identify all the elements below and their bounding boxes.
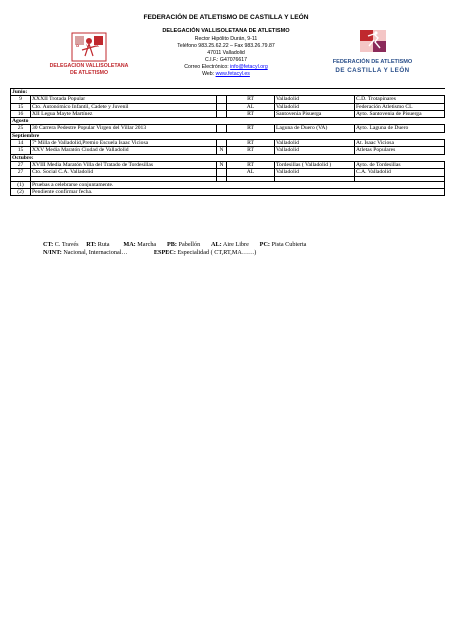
city-line: 47011 Valladolid: [207, 50, 245, 56]
event-day: 9: [11, 96, 31, 103]
delegation-title: DELEGACIÓN VALLISOLETANA DE ATLETISMO: [162, 28, 290, 34]
event-day: 14: [11, 140, 31, 147]
event-level: [217, 96, 227, 103]
delegation-logo-line1: DELEGACION VALLISOLETANA: [49, 63, 129, 69]
event-row: [11, 110, 445, 117]
delegation-logo-line2: DE ATLETISMO: [69, 70, 109, 76]
legend-ct-value: C. Través: [54, 241, 79, 248]
note-text: Pruebas a celebrarse conjuntamente.: [31, 181, 445, 188]
event-specialty: AL: [227, 169, 275, 176]
event-name: Cto. Autonómico Infantil, Cadete y Juvenil: [31, 103, 217, 110]
event-specialty: RT: [227, 140, 275, 147]
event-name: Cto. Social C.A. Valladolid: [31, 169, 217, 176]
event-day: 25: [11, 125, 31, 132]
event-day: 27: [11, 161, 31, 168]
event-specialty: RT: [227, 125, 275, 132]
legend-nint-value: Nacional, Internacional…: [63, 249, 128, 256]
event-row: [11, 161, 445, 168]
event-place: Valladolid: [275, 169, 355, 176]
event-level: N: [217, 147, 227, 154]
event-organizer: At. Isaac Viciosa: [355, 140, 445, 147]
legend-pc-value: Pista Cubierta: [271, 241, 307, 248]
calendar-body: [11, 89, 445, 196]
legend-rt-key: RT:: [86, 241, 97, 248]
event-specialty: RT: [227, 110, 275, 117]
calendar-table: [10, 88, 445, 196]
month-label: Agosto: [11, 118, 445, 125]
event-name: XXV Media Maratón Ciudad de Valladolid: [31, 147, 217, 154]
event-level: [217, 125, 227, 132]
event-place: Santovenia Pisuerga: [275, 110, 355, 117]
note-row: [11, 188, 445, 195]
month-label: Octubre:: [11, 154, 445, 161]
event-specialty: AL: [227, 103, 275, 110]
event-row: [11, 125, 445, 132]
event-specialty: RT: [227, 96, 275, 103]
month-row: [11, 154, 445, 161]
legend-espec-key: ESPEC:: [153, 249, 176, 256]
event-name: 7ª Milla de Valladolid,Premio Escuela Isaac Viciosa: [31, 140, 217, 147]
event-specialty: RT: [227, 147, 275, 154]
legend-rt-value: Ruta: [97, 241, 110, 248]
event-place: Valladolid: [275, 147, 355, 154]
event-place: Tordesillas ( Valladolid ): [275, 161, 355, 168]
event-organizer: C.D. Trotapinares: [355, 96, 445, 103]
address-line: Rector Hipólito Durán, 9-11: [194, 36, 258, 42]
event-organizer: Ayto. Laguna de Duero: [355, 125, 445, 132]
legend-al-value: Aire Libre: [222, 241, 249, 248]
federation-logo: [320, 28, 425, 80]
event-day: 16: [11, 110, 31, 117]
event-day: 15: [11, 147, 31, 154]
event-row: [11, 103, 445, 110]
event-place: Laguna de Duero (VA): [275, 125, 355, 132]
event-name: XXXII Trotada Popular: [31, 96, 217, 103]
legend-pb-value: Pabellón: [178, 241, 201, 248]
event-place: Valladolid: [275, 140, 355, 147]
phone-line: Teléfono 983.25.62.22 – Fax 983.26.79.87: [177, 43, 275, 49]
web-link[interactable]: www.fetacyl.es: [215, 71, 250, 77]
event-row: [11, 169, 445, 176]
federation-logo-line1: FEDERACIÓN DE ATLETISMO: [332, 59, 413, 65]
event-organizer: C.A. Valladolid: [355, 169, 445, 176]
event-row: [11, 96, 445, 103]
event-organizer: Ayto. Santovenia de Pisuerga: [355, 110, 445, 117]
legend-line-1: [43, 241, 306, 248]
event-day: 15: [11, 103, 31, 110]
delegation-logo-initials: D V A: [76, 43, 102, 48]
legend-ct-key: CT:: [43, 241, 54, 248]
note-row: [11, 181, 445, 188]
note-text: Pendiente confirmar fecha.: [31, 188, 445, 195]
legend-ma-value: Marcha: [137, 241, 157, 248]
month-row: [11, 89, 445, 96]
event-name: XII Legua Mayte Martínez: [31, 110, 217, 117]
legend-al-key: AL:: [211, 241, 222, 248]
delegation-logo: [36, 30, 142, 82]
web-label: Web:: [202, 71, 215, 77]
event-name: XVIII Media Maratón Villa del Tratado de Tordesillas: [31, 161, 217, 168]
legend-pc-key: PC:: [259, 241, 270, 248]
legend-line-2: [43, 249, 256, 256]
event-row: [11, 140, 445, 147]
event-level: [217, 169, 227, 176]
event-level: [217, 140, 227, 147]
event-place: Valladolid: [275, 103, 355, 110]
event-organizer: Ayto. de Tordesillas: [355, 161, 445, 168]
event-organizer: Atletas Populares: [355, 147, 445, 154]
event-level: [217, 103, 227, 110]
month-label: Septiembre: [11, 132, 445, 139]
event-level: N: [217, 161, 227, 168]
event-specialty: RT: [227, 161, 275, 168]
event-place: Valladolid: [275, 96, 355, 103]
event-day: 27: [11, 169, 31, 176]
month-row: [11, 132, 445, 139]
legend-nint-key: N/INT:: [43, 249, 62, 256]
note-ref: (2): [11, 188, 31, 195]
legend-ma-key: MA:: [123, 241, 136, 248]
note-ref: (1): [11, 181, 31, 188]
event-level: [217, 110, 227, 117]
email-link[interactable]: info@fetacyl.org: [230, 64, 268, 70]
month-label: Junio:: [11, 89, 445, 96]
email-label: Correo Electrónico:: [184, 64, 229, 70]
federation-title: FEDERACIÓN DE ATLETISMO DE CASTILLA Y LEÓN: [143, 14, 309, 21]
month-row: [11, 118, 445, 125]
cif-line: C.I.F.: G47076617: [204, 57, 248, 63]
event-name: 30 Carrera Pedestre Popular Virgen del Villar 2013: [31, 125, 217, 132]
legend-espec-value: Especialidad ( CT,RT,MA……): [177, 249, 257, 256]
federation-logo-line2: DE CASTILLA Y LEÓN: [335, 67, 410, 74]
event-row: [11, 147, 445, 154]
legend-pb-key: PB:: [167, 241, 177, 248]
event-organizer: Federación Atletismo CL: [355, 103, 445, 110]
